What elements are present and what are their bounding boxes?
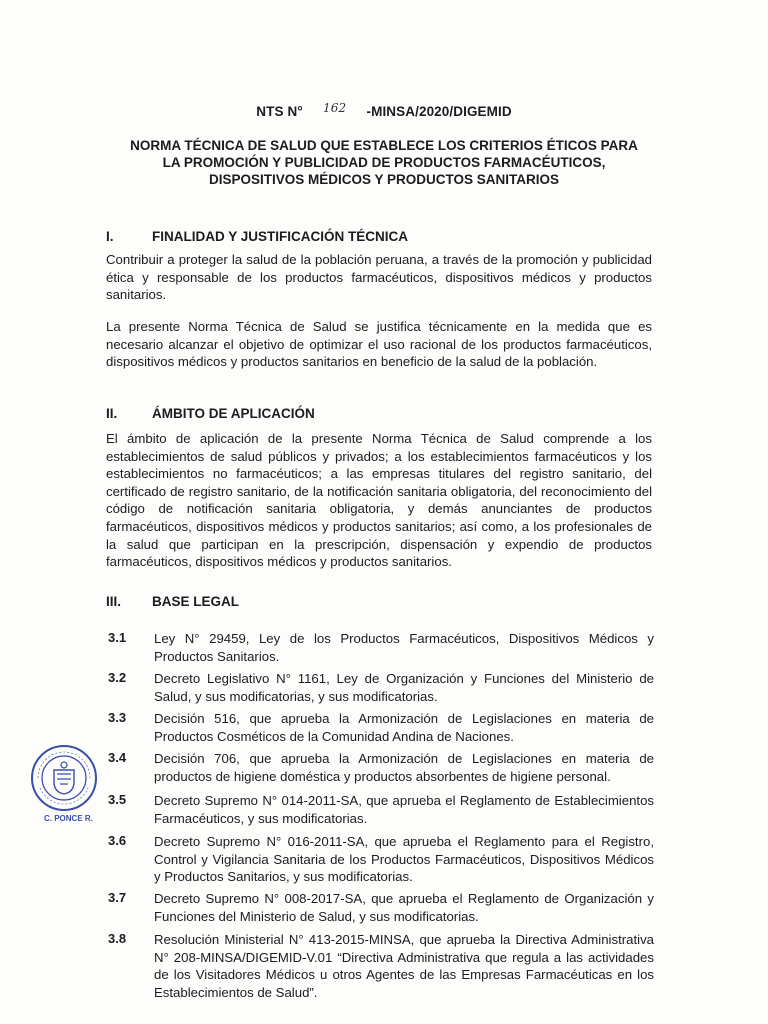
section-3-number: III. — [106, 594, 122, 609]
section-1-title: FINALIDAD Y JUSTIFICACIÓN TÉCNICA — [152, 229, 409, 244]
official-seal-icon — [30, 744, 98, 812]
legal-item-number: 3.6 — [108, 833, 127, 848]
legal-item-number: 3.5 — [108, 792, 127, 807]
legal-item-text: Decisión 706, que aprueba la Armonización de Legislaciones en materia de productos de higiene doméstica y productos absorbentes de higiene personal. — [154, 751, 654, 784]
seal-caption: C. PONCE R. — [44, 814, 93, 823]
legal-item-number: 3.4 — [108, 750, 127, 765]
legal-item-number: 3.3 — [108, 710, 127, 725]
title-line-3: DISPOSITIVOS MÉDICOS Y PRODUCTOS SANITARIOS — [208, 172, 560, 187]
section-1-number: I. — [106, 229, 114, 244]
section-1-paragraph-2: La presente Norma Técnica de Salud se justifica técnicamente en la medida que es necesario alcanzar el objetivo de optimizar el uso racional de los productos farmacéuticos, dispositivos médicos y productos sanitarios en beneficio de la salud de la población. — [106, 319, 652, 370]
legal-item-text: Resolución Ministerial N° 413-2015-MINSA, que aprueba la Directiva Administrativa N° 208-MINSA/DIGEMID-V.01 “Directiva Administrativa que regula a las actividades de los Visitadores Médicos u otros Agentes de las Empresas Farmacéuticas en los Establecimientos de Salud”. — [154, 932, 654, 1000]
legal-item-text: Decisión 516, que aprueba la Armonización de Legislaciones en materia de Productos Cosméticos de la Comunidad Andina de Naciones. — [154, 711, 654, 744]
title-line-2: LA PROMOCIÓN Y PUBLICIDAD DE PRODUCTOS FARMACÉUTICOS, — [162, 155, 606, 170]
handwritten-number: 162 — [323, 101, 347, 115]
legal-item-number: 3.2 — [108, 670, 127, 685]
document-title — [90, 137, 678, 188]
section-2-title: ÁMBITO DE APLICACIÓN — [152, 406, 315, 421]
legal-item-text: Decreto Legislativo N° 1161, Ley de Organización y Funciones del Ministerio de Salud, y sus modificatorias, y sus modificatorias. — [154, 671, 654, 704]
section-2-number: II. — [106, 406, 118, 421]
document-number — [0, 101, 768, 119]
title-line-1: NORMA TÉCNICA DE SALUD QUE ESTABLECE LOS CRITERIOS ÉTICOS PARA — [130, 138, 638, 153]
section-1-heading — [106, 229, 408, 244]
legal-item-text: Ley N° 29459, Ley de los Productos Farmacéuticos, Dispositivos Médicos y Productos Sanitarios. — [154, 631, 654, 664]
section-3-heading — [106, 594, 239, 609]
legal-item-number: 3.7 — [108, 890, 127, 905]
legal-item-text: Decreto Supremo N° 008-2017-SA, que aprueba el Reglamento de Organización y Funciones del Ministerio de Salud, y sus modificatorias. — [154, 891, 654, 924]
section-1-paragraph-1: Contribuir a proteger la salud de la población peruana, a través de la promoción y publicidad ética y responsable de los productos farmacéuticos, dispositivos médicos y productos sanitarios. — [106, 252, 652, 303]
section-3-title: BASE LEGAL — [152, 594, 240, 609]
doc-number-prefix: NTS N° — [256, 104, 303, 119]
legal-item-number: 3.8 — [108, 931, 127, 946]
legal-item-number: 3.1 — [108, 630, 127, 645]
doc-number-suffix: -MINSA/2020/DIGEMID — [366, 104, 512, 119]
section-2-paragraph: El ámbito de aplicación de la presente Norma Técnica de Salud comprende a los establecimientos de salud públicos y privados; a los establecimientos farmacéuticos y los establecimientos no farmacéuticos; a las empresas titulares del registro sanitario, del certificado de registro sanitario, de la notificación sanitaria obligatoria, del reconocimiento del código de notificación sanitaria obligatoria, y demás anunciantes de productos farmacéuticos, dispositivos médicos y productos sanitarios; así como, a los profesionales de la salud que participan en la prescripción, dispensación y expendio de productos farmacéuticos, dispositivos médicos y productos sanitarios. — [106, 431, 652, 570]
legal-item-text: Decreto Supremo N° 016-2011-SA, que aprueba el Reglamento para el Registro, Control y Vigilancia Sanitaria de los Productos Farmacéuticos, Dispositivos Médicos y Productos Sanitarios, y sus modificatorias. — [154, 834, 654, 885]
legal-item-text: Decreto Supremo N° 014-2011-SA, que aprueba el Reglamento de Establecimientos Farmacéuticos, y sus modificatorias. — [154, 793, 654, 826]
section-2-heading — [106, 406, 315, 421]
